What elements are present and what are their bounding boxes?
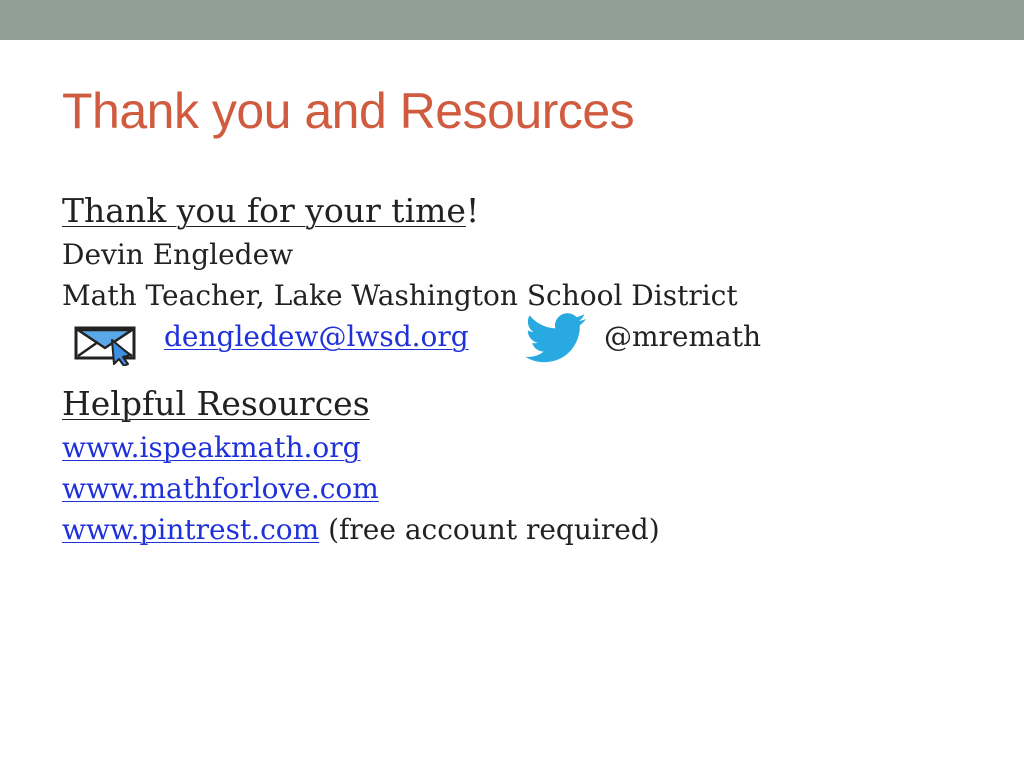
email-link[interactable]: dengledew@lwsd.org xyxy=(164,320,469,353)
twitter-bird-icon xyxy=(525,312,587,366)
resource-link-mathforlove[interactable]: www.mathforlove.com xyxy=(62,472,379,505)
thanks-punct: ! xyxy=(465,191,480,230)
slide-body xyxy=(62,188,1002,550)
top-band xyxy=(0,0,1024,40)
resource-item xyxy=(62,468,1002,509)
presenter-role: Math Teacher, Lake Washington School District xyxy=(62,279,738,312)
thanks-text: Thank you for your time xyxy=(62,191,466,230)
contact-row xyxy=(62,316,1002,357)
twitter-handle: @mremath xyxy=(604,320,762,353)
resource-note: (free account required) xyxy=(319,513,660,546)
resource-item xyxy=(62,427,1002,468)
resource-link-pintrest[interactable]: www.pintrest.com xyxy=(62,513,320,546)
resources-heading-text: Helpful Resources xyxy=(62,384,370,423)
resources-heading xyxy=(62,381,1002,427)
slide-title: Thank you and Resources xyxy=(62,83,635,139)
email-envelope-icon xyxy=(74,322,138,366)
thanks-heading xyxy=(62,188,1002,234)
resource-link-ispeakmath[interactable]: www.ispeakmath.org xyxy=(62,431,361,464)
resource-item xyxy=(62,509,1002,550)
presenter-name: Devin Engledew xyxy=(62,238,294,271)
